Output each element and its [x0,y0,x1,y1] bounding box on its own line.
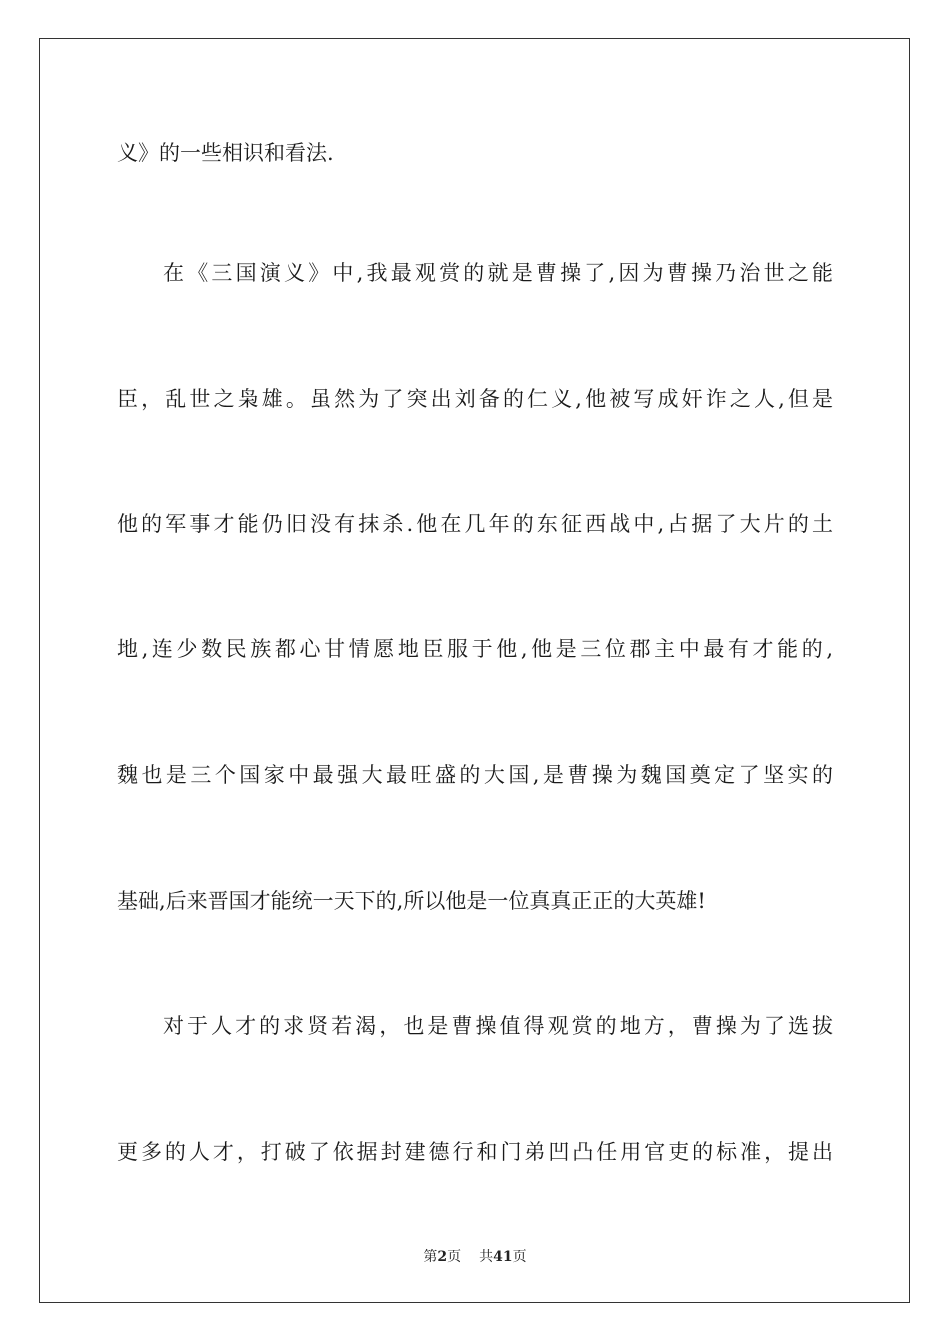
page-footer [0,1248,950,1266]
paragraph-line-6: 魏也是三个国家中最强大最旺盛的大国,是曹操为魏国奠定了坚实的 [117,763,833,787]
paragraph-line-9: 更多的人才，打破了依据封建德行和门弟凹凸任用官吏的标准，提出 [117,1140,833,1164]
page-number: 2 [437,1249,448,1265]
page-suffix: 页 [447,1249,462,1265]
total-pages: 41 [493,1249,513,1265]
paragraph-line-8: 对于人才的求贤若渴，也是曹操值得观赏的地方，曹操为了选拔 [163,1014,833,1038]
paragraph-line-7: 基础,后来晋国才能统一天下的,所以他是一位真真正正的大英雄! [117,889,706,913]
paragraph-line-5: 地,连少数民族都心甘情愿地臣服于他,他是三位郡主中最有才能的, [117,637,833,661]
page-prefix: 第 [423,1249,438,1265]
page-border [39,38,910,1303]
total-prefix: 共 [479,1249,494,1265]
paragraph-line-3: 臣，乱世之枭雄。虽然为了突出刘备的仁义,他被写成奸诈之人,但是 [117,387,833,411]
paragraph-line-4: 他的军事才能仍旧没有抹杀.他在几年的东征西战中,占据了大片的土 [117,512,833,536]
paragraph-line-1: 义》的一些相识和看法. [117,141,334,165]
paragraph-line-2: 在《三国演义》中,我最观赏的就是曹操了,因为曹操乃治世之能 [163,261,833,285]
total-suffix: 页 [512,1249,527,1265]
